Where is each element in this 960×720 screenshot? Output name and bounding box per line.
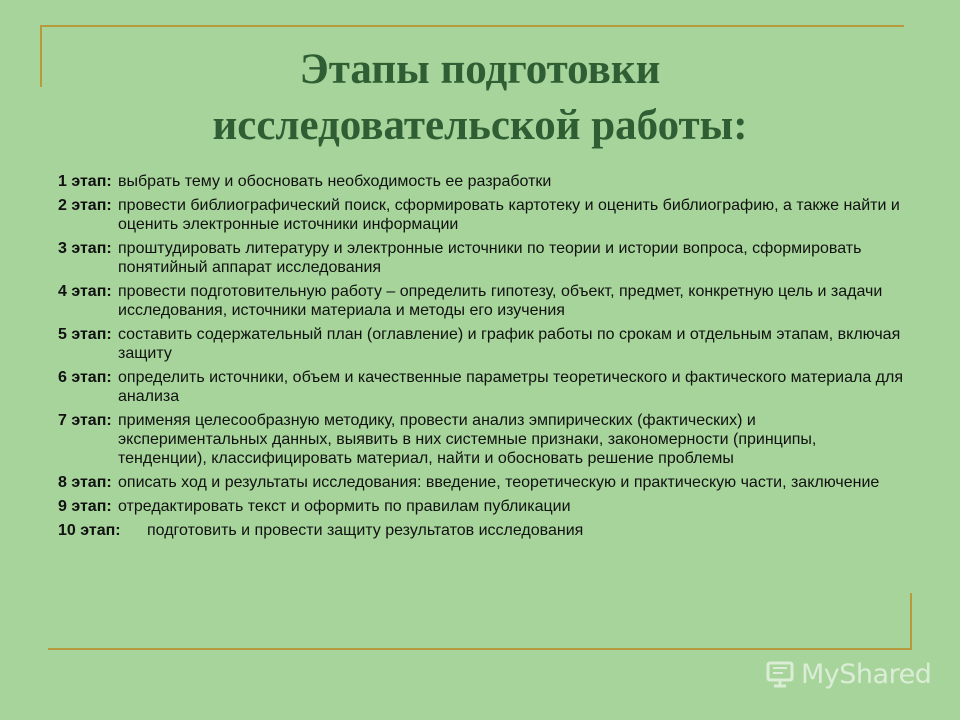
stage-item — [58, 172, 908, 191]
stage-label: 4 этап: — [58, 283, 112, 300]
stage-item — [58, 239, 908, 277]
watermark-text: MyShared — [801, 658, 932, 690]
stage-item — [58, 325, 908, 363]
stages-list — [58, 172, 908, 545]
stage-text: выбрать тему и обосновать необходимость ее разработки — [118, 173, 552, 190]
stage-label: 3 этап: — [58, 240, 112, 257]
stage-text: определить источники, объем и качественные параметры теоретического и фактического материала для анализа — [118, 369, 904, 405]
stage-text: проштудировать литературу и электронные источники по теории и истории вопроса, сформировать понятийный аппарат исследования — [118, 240, 862, 276]
myshared-watermark — [765, 656, 931, 692]
title-line-2: исследовательской работы: — [212, 102, 748, 149]
stage-item — [58, 368, 908, 406]
stage-item — [58, 521, 908, 540]
stage-label: 5 этап: — [58, 326, 112, 343]
frame-line-top — [40, 25, 904, 27]
stage-text: отредактировать текст и оформить по правилам публикации — [118, 498, 571, 515]
frame-line-left — [40, 25, 42, 87]
stage-item — [58, 497, 908, 516]
frame-line-right — [910, 593, 912, 650]
stage-item — [58, 473, 908, 492]
stage-text: применяя целесообразную методику, провести анализ эмпирических (фактических) и экспериментальных данных, выявить в них системные признаки, закономерности (принципы, тенденции), классифицировать материал, найти и обосновать решение проблемы — [118, 412, 817, 467]
stage-item — [58, 196, 908, 234]
slide-title — [60, 42, 900, 154]
frame-line-bottom — [48, 648, 912, 650]
stage-text: провести подготовительную работу – определить гипотезу, объект, предмет, конкретную цель и задачи исследования, источники материала и методы его изучения — [118, 283, 883, 319]
stage-item — [58, 411, 908, 468]
stage-label: 2 этап: — [58, 197, 112, 214]
stage-label: 1 этап: — [58, 173, 112, 190]
stage-label: 6 этап: — [58, 369, 112, 386]
stage-text: описать ход и результаты исследования: введение, теоретическую и практическую части, заключение — [118, 474, 880, 491]
stage-text: составить содержательный план (оглавление) и график работы по срокам и отдельным этапам, включая защиту — [118, 326, 901, 362]
stage-label: 7 этап: — [58, 412, 112, 429]
stage-item — [58, 282, 908, 320]
stage-text: подготовить и провести защиту результатов исследования — [147, 522, 584, 539]
title-line-1: Этапы подготовки — [299, 46, 661, 93]
stage-text: провести библиографический поиск, сформировать картотеку и оценить библиографию, а также найти и оценить электронные источники информации — [118, 197, 900, 233]
stage-label: 8 этап: — [58, 474, 112, 491]
stage-label: 9 этап: — [58, 498, 112, 515]
presentation-icon — [765, 659, 795, 689]
stage-label: 10 этап: — [58, 522, 121, 539]
